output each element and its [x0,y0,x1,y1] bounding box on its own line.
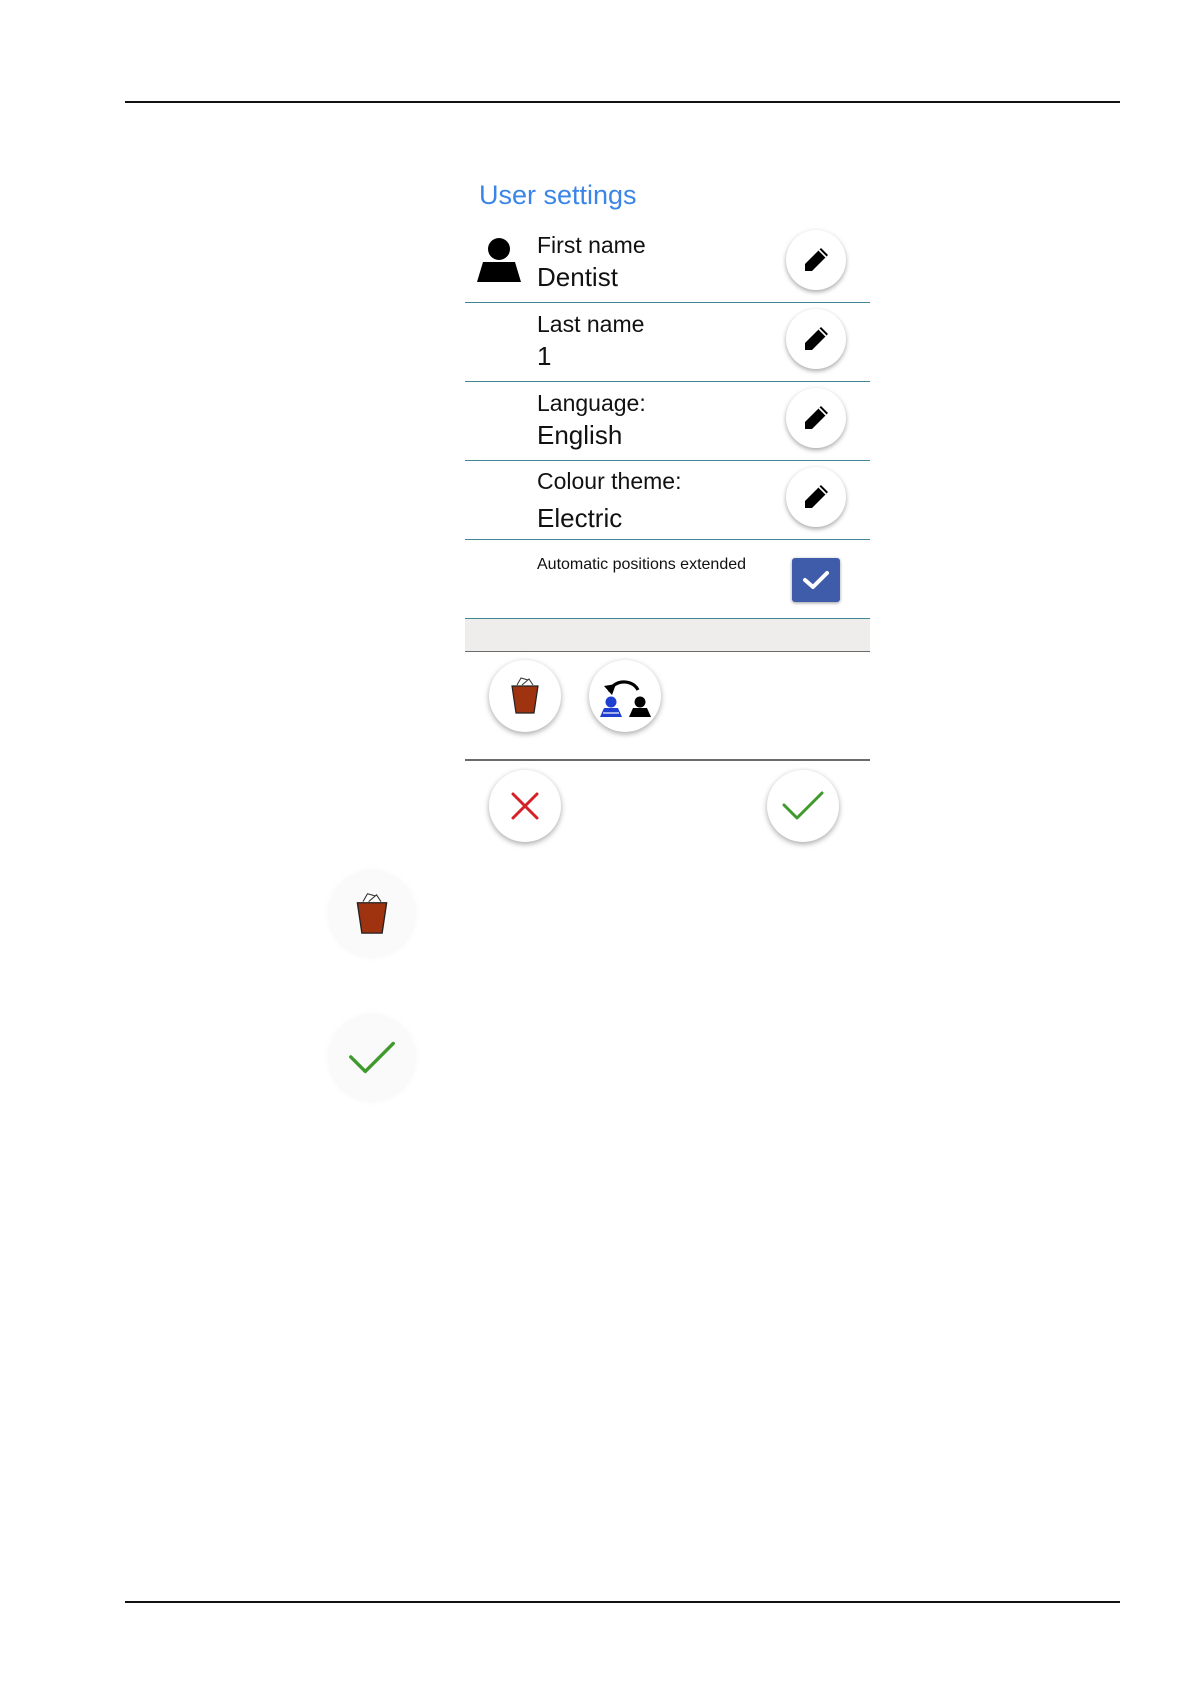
switch-user-button[interactable] [589,660,661,732]
legend-delete-icon-button [330,872,414,956]
legend-confirm-icon-button [330,1016,414,1100]
first-name-row [465,224,870,303]
edit-last-name-button[interactable] [786,309,846,369]
close-icon [509,790,541,822]
last-name-row [465,303,870,382]
automatic-positions-checkbox[interactable] [792,558,840,602]
check-icon [347,1039,397,1077]
edit-colour-theme-button[interactable] [786,467,846,527]
pencil-icon [801,324,831,354]
last-name-label: Last name [537,311,645,337]
last-name-value: 1 [537,341,552,371]
automatic-positions-row [465,540,870,618]
first-name-label: First name [537,232,646,258]
language-value: English [537,420,623,450]
edit-language-button[interactable] [786,388,846,448]
footer-rule [125,1601,1120,1603]
pencil-icon [801,403,831,433]
colour-theme-value: Electric [537,503,623,533]
check-icon [781,789,825,823]
colour-theme-label: Colour theme: [537,468,682,494]
page-title: User settings [479,180,637,210]
separator-bar [465,618,870,652]
automatic-positions-label: Automatic positions extended [537,556,747,573]
language-label: Language: [537,390,646,416]
edit-first-name-button[interactable] [786,230,846,290]
pencil-icon [801,245,831,275]
trash-bin-icon [509,676,541,716]
first-name-value: Dentist [537,262,618,292]
header-rule [125,101,1120,103]
colour-theme-row [465,461,870,540]
user-icon [473,236,525,284]
language-row [465,382,870,461]
switch-user-icon [596,674,654,718]
divider [465,759,870,761]
cancel-button[interactable] [489,770,561,842]
check-icon [801,568,831,592]
confirm-button[interactable] [767,770,839,842]
pencil-icon [801,482,831,512]
delete-user-button[interactable] [489,660,561,732]
trash-bin-icon [354,891,390,937]
